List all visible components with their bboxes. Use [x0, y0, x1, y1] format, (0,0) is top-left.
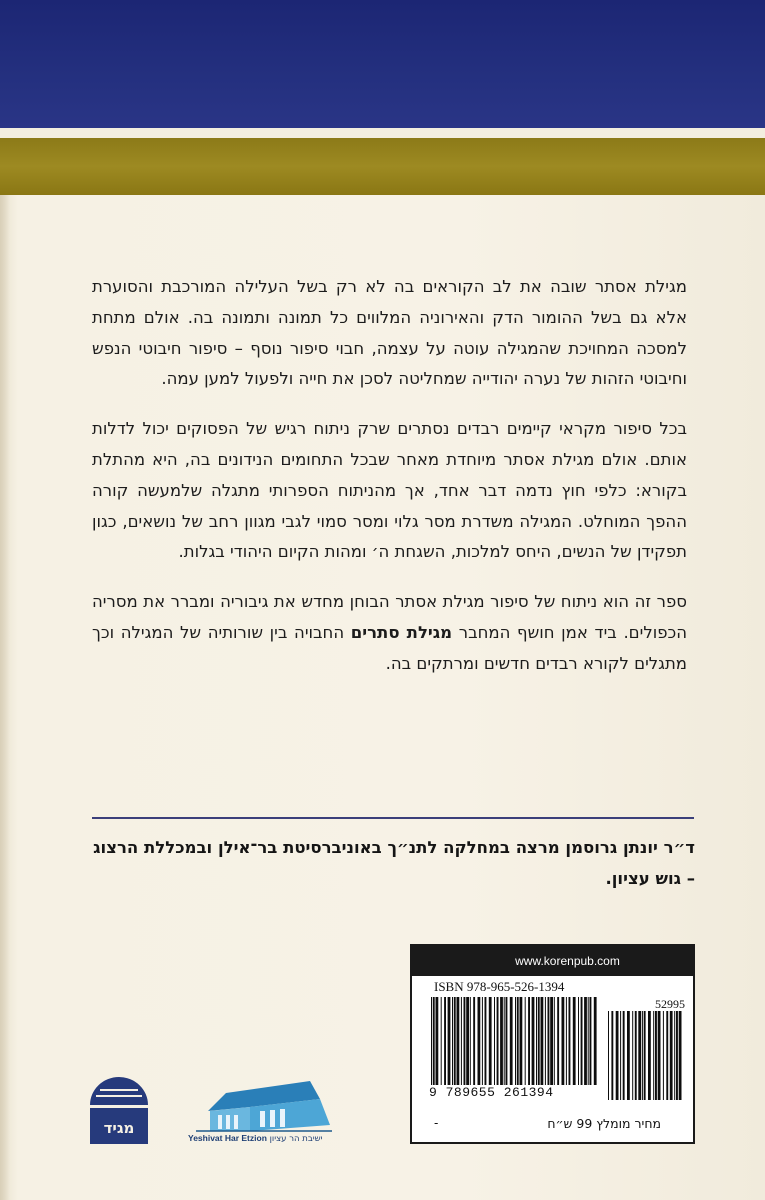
recommended-price: מחיר מומלץ 99 ש״ח: [547, 1116, 661, 1131]
author-bio: ד״ר יונתן גרוסמן מרצה במחלקה לתנ״ך באוניברסיטת בר־אילן ובמכללת הרצוג – גוש עציון.: [93, 838, 695, 888]
isbn-label: ISBN 978-965-526-1394: [434, 979, 565, 994]
book-title-emphasis: מגילת סתרים: [350, 622, 453, 642]
top-blue-band: [0, 0, 765, 128]
barcode-bar: [670, 1011, 673, 1100]
barcode-bar: [627, 1011, 630, 1100]
window-shape: [226, 1115, 230, 1129]
cream-stripe: [0, 128, 765, 138]
barcode-bar: [642, 1011, 643, 1100]
barcode-bar: [620, 1011, 621, 1100]
barcode-bar: [679, 1011, 682, 1100]
barcode-bar: [655, 1011, 657, 1100]
window-shape: [260, 1111, 265, 1127]
barcode-price-box: [410, 944, 695, 1144]
barcode-bar: [666, 1011, 668, 1100]
barcode-bar: [632, 1011, 633, 1100]
supplement-barcode: [607, 1011, 685, 1100]
barcode-digits: 9 789655 261394: [425, 1085, 605, 1100]
barcode-bar: [663, 1011, 664, 1100]
window-shape: [280, 1109, 285, 1127]
barcode-bar: [676, 1011, 678, 1100]
yeshiva-name-he: ישיבת הר עציון: [269, 1134, 323, 1144]
barcode-bar: [635, 1011, 637, 1100]
blurb-text-run: ספר זה הוא ניתוח של סיפור מגילת אסתר הבוחן מחדש את גיבוריה ומברר את מסריה הכפולים. ביד אמן חושף המחבר: [92, 592, 688, 642]
barcode-bar: [648, 1011, 651, 1100]
blurb-text-run: החבויה בין שורותיה של המגילה וכך מתגלים לקורא רבדים חדשים ומרתקים בה.: [92, 622, 687, 673]
blurb-text-run: מגילת אסתר שובה את לב הקוראים בה לא רק בשל העלילה המורכבת והסוערת אלא גם בשל ההומור הדק והאירוניה המלווים כל תמונה ותמונה בה. אולם מתחת למסכה המחויכת שהמגילה עוטה על עצמה, חבוי סיפור נוסף – סיפור חיבוטי הנפש וחיבוטי הזהות של נערה יהודייה שמחליטה לסכן את חייה ולפעול למען עמה.: [92, 277, 687, 389]
price-dash: -: [434, 1116, 439, 1130]
barcode-bar: [623, 1011, 625, 1100]
maggid-dome: [90, 1077, 148, 1105]
window-shape: [218, 1115, 222, 1129]
blurb-paragraph: [92, 272, 687, 395]
maggid-logo: [88, 1075, 150, 1145]
barcode-supplement-code: 52995: [655, 997, 685, 1011]
barcode-bar: [616, 1011, 619, 1100]
dome-line: [96, 1095, 142, 1097]
barcode-bar: [611, 1011, 613, 1100]
blurb-text-run: בכל סיפור מקראי קיימים רבדים נסתרים שרק ניתוח רגיש של הפסוקים יכול לדלות אותם. אולם מגילת אסתר מיוחדת מאחר שבכל התחומים הנידונים בה, היא מהתלת בקורא: כלפי חוץ נדמה דבר אחד, אך מהניתוח הספרותי מתגלה שלמעשה קורה ההפך המוחלט. המגילה משדרת מסר גלוי ומסר סמוי לגבי מגוון רחב של נושאים, כגון תפקידן של הנשים, היחס למלכות, השגחת ה׳ ומהות הקיום היהודי בגלות.: [92, 419, 687, 562]
gold-band: [0, 138, 765, 195]
window-shape: [270, 1110, 275, 1127]
maggid-label: מגיד: [103, 1119, 135, 1137]
window-shape: [234, 1115, 238, 1129]
barcode-bar: [674, 1011, 675, 1100]
dome-line: [100, 1089, 138, 1091]
barcode-bar: [638, 1011, 641, 1100]
section-divider: [92, 817, 694, 819]
blurb-paragraph: [92, 587, 687, 679]
yeshiva-name-en: Yeshivat Har Etzion: [188, 1133, 267, 1143]
barcode-bar: [608, 1011, 609, 1100]
barcode-bar: [658, 1011, 661, 1100]
publisher-url: www.korenpub.com: [412, 946, 693, 976]
yeshiva-caption: [188, 1133, 344, 1144]
blurb-paragraph: [92, 414, 687, 568]
barcode-bar: [644, 1011, 646, 1100]
barcode-bar: [653, 1011, 654, 1100]
blurb-text: [92, 272, 687, 699]
